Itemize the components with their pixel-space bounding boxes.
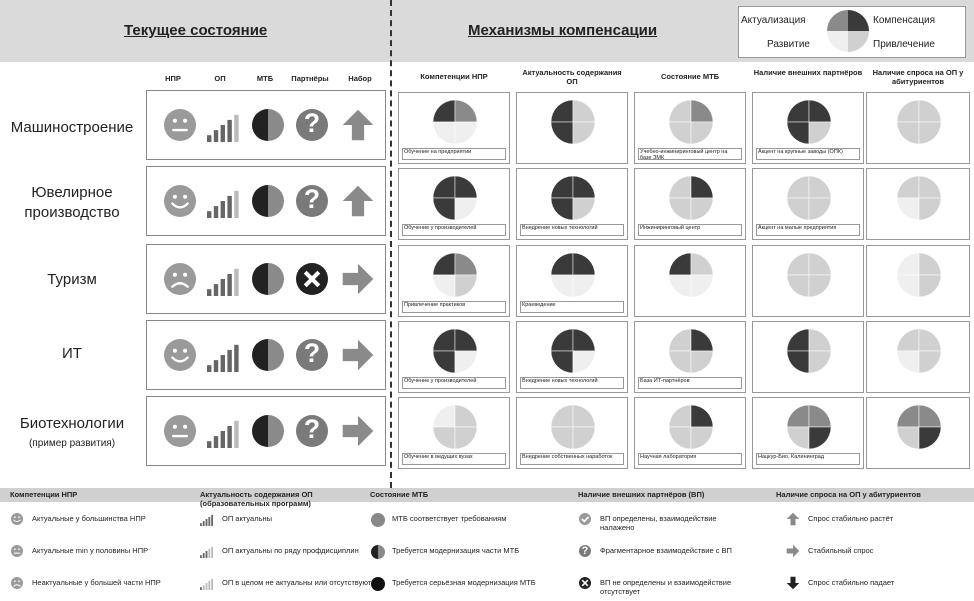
cross-icon [578,576,592,590]
mechanism-cell [516,321,628,393]
svg-text:?: ? [303,414,321,445]
cell-caption: Обучение в ведущих вузах [402,453,506,465]
mechanism-cell [398,92,510,164]
legend-demand-title: Наличие спроса на ОП у абитуриентов [776,490,921,499]
mechanism-cell [634,321,746,393]
cell-caption: Инжиниринговый центр [638,224,742,236]
arrow-right-icon [341,414,375,448]
quadrant-pie-icon [432,328,478,374]
legend-demand-item: Стабильный спрос [808,546,874,555]
mechanism-cell [752,92,864,164]
quadrant-pie-icon [550,175,596,221]
legend-mtb-icon [370,544,386,560]
legend-demand-item: Спрос стабильно растёт [808,514,894,523]
mechanism-cell [398,245,510,317]
legend-attraction: Привлечение [873,39,935,50]
legend-compensation: Компенсация [873,15,936,26]
quadrant-pie-icon [786,175,832,221]
quadrant-pie-icon [668,328,714,374]
legend-npr-title: Компетенции НПР [10,490,78,499]
svg-text:?: ? [303,338,321,369]
legend-partners-title: Наличие внешних партнёров (ВП) [578,490,705,499]
op-bars-icon [207,262,241,296]
quadrant-pie-icon [786,328,832,374]
check-icon [578,512,592,526]
col-npr: НПР [165,74,181,83]
quadrant-pie-icon [668,404,714,450]
cell-caption: Акцент на малые предприятия [756,224,860,236]
question-icon [295,184,329,218]
row-label-biotech [2,414,142,454]
mechanisms-title: Механизмы компенсации [468,22,658,39]
mtb-half-circle-icon [251,262,285,296]
legend-op-item: ОП актуальны по ряду профдисциплин [222,546,359,555]
col-op: ОП [214,74,226,83]
mechanism-cell [398,397,510,469]
legend-mtb-icon [370,512,386,528]
current-state-row [146,90,386,160]
row-label-machinery: Машиностроение [10,119,134,136]
arrow-right-icon [341,338,375,372]
mechanism-cell [516,397,628,469]
legend-development: Развитие [767,39,810,50]
mechanism-cell [866,397,970,469]
row-label-jewelry: Ювелирное производство [24,184,120,221]
quadrant-pie-icon [896,404,942,450]
legend-mtb-icon [370,576,386,592]
legend-mtb-item: МТБ соответствует требованиям [392,514,507,523]
op-bars-icon [207,184,241,218]
quadrant-pie-icon [432,404,478,450]
quadrant-pie-icon [550,252,596,298]
mtb-half-circle-icon [251,338,285,372]
mechanism-cell [634,397,746,469]
quadrant-pie-icon [786,99,832,145]
mechanism-cell [634,245,746,317]
current-state-row [146,396,386,466]
mechanism-cell [398,168,510,240]
quadrant-pie-icon [432,175,478,221]
mechanism-cell [752,397,864,469]
mechanism-cell [516,92,628,164]
question-icon [578,544,592,558]
legend-bars-icon [200,544,214,558]
npr-face-icon [163,338,197,372]
row-label-it: ИТ [62,345,82,362]
question-icon [295,108,329,142]
section-divider [390,0,392,488]
arrow-down-icon [786,576,800,590]
legend-mtb-item: Требуется модернизация части МТБ [392,546,520,555]
quadrant-pie-icon [786,252,832,298]
cell-caption: База ИТ-партнёров [638,377,742,389]
quadrant-legend-icon [827,10,869,52]
legend-bars-icon [200,576,214,590]
npr-face-icon [163,108,197,142]
quadrant-pie-icon [896,175,942,221]
op-bars-icon [207,414,241,448]
arrow-up-icon [786,512,800,526]
cell-caption: Обучение у производителей [402,224,506,236]
mech-col-npr: Компетенции НПР [420,72,488,81]
legend-partners-item: Фрагментарное взаимодействие с ВП [600,546,732,555]
arrow-right-icon [341,262,375,296]
row-label-biotech-main: Биотехнологии [19,415,125,432]
mechanism-cell [866,321,970,393]
mech-col-mtb: Состояние МТБ [660,72,720,81]
legend-bars-icon [200,512,214,526]
arrow-up-icon [341,108,375,142]
legend-partners-item: ВП определены, взаимодействие налажено [600,514,717,532]
npr-face-icon [163,262,197,296]
quadrant-legend [738,6,966,58]
quadrant-pie-icon [668,175,714,221]
legend-face-icon [10,544,24,558]
quadrant-pie-icon [896,99,942,145]
current-state-title: Текущее состояние [124,22,268,39]
arrow-right-icon [786,544,800,558]
cell-caption: Внедрение новых технологий [520,377,624,389]
current-state-row [146,166,386,236]
npr-face-icon [163,414,197,448]
quadrant-pie-icon [668,252,714,298]
svg-text:?: ? [303,108,321,139]
col-recruitment: Набор [348,74,372,83]
mechanism-cell [866,92,970,164]
cell-caption: Акцент на крупные заводы (ОПК) [756,148,860,160]
mtb-half-circle-icon [251,108,285,142]
svg-text:?: ? [303,184,321,215]
legend-npr-item: Актуальные min у половины НПР [32,546,149,555]
cell-caption: Внедрение собственных наработок [520,453,624,465]
mechanism-cell [398,321,510,393]
legend-actualization: Актуализация [741,15,806,26]
col-partners: Партнёры [291,74,329,83]
legend-mtb-item: Требуется серьёзная модернизация МТБ [392,578,536,587]
mechanism-cell [634,92,746,164]
quadrant-pie-icon [550,99,596,145]
cell-caption: Внедрение новых технологий [520,224,624,236]
mech-col-demand: Наличие спроса на ОП у абитуриентов [872,68,964,86]
legend-op-item: ОП в целом не актуальны или отсутствуют [222,578,372,587]
legend-partners-item: ВП не определены и взаимодействие отсутствует [600,578,732,596]
mech-col-op: Актуальность содержания ОП [522,68,622,86]
quadrant-pie-icon [786,404,832,450]
mechanism-cell [866,168,970,240]
arrow-up-icon [341,184,375,218]
col-mtb: МТБ [256,74,274,83]
cell-caption: Обучение на предприятии [402,148,506,160]
quadrant-pie-icon [896,328,942,374]
legend-op-title: Актуальность содержания ОП (образовательных программ) [200,490,313,508]
row-label-tourism: Туризм [47,271,97,288]
cell-caption: Учебно-инжиниринговый центр на базе ЗМК [638,148,742,160]
cell-caption: Нацкур-Био, Калининград [756,453,860,465]
mtb-half-circle-icon [251,184,285,218]
quadrant-pie-icon [550,404,596,450]
cell-caption: Краеведение [520,301,624,313]
quadrant-pie-icon [432,252,478,298]
question-icon [295,338,329,372]
quadrant-pie-icon [896,252,942,298]
current-state-row [146,244,386,314]
mechanism-cell [752,245,864,317]
legend-demand-item: Спрос стабильно падает [808,578,895,587]
mechanism-cell [752,321,864,393]
question-icon [295,414,329,448]
quadrant-pie-icon [550,328,596,374]
op-bars-icon [207,338,241,372]
op-bars-icon [207,108,241,142]
cell-caption: Привлечение практиков [402,301,506,313]
legend-face-icon [10,512,24,526]
mechanism-cell [516,245,628,317]
row-label-biotech-sub: (пример развития) [28,438,116,449]
quadrant-pie-icon [668,99,714,145]
mechanism-cell [634,168,746,240]
quadrant-pie-icon [432,99,478,145]
legend-npr-item: Актуальные у большинства НПР [32,514,146,523]
svg-text:?: ? [581,544,589,557]
legend-face-icon [10,576,24,590]
mechanism-cell [752,168,864,240]
mech-col-partners: Наличие внешних партнёров [753,68,863,77]
legend-mtb-title: Состояние МТБ [370,490,429,499]
legend-op-item: ОП актуальны [222,514,273,523]
npr-face-icon [163,184,197,218]
cell-caption: Научная лаборатория [638,453,742,465]
mechanism-cell [516,168,628,240]
cell-caption: Обучение у производителей [402,377,506,389]
mechanism-cell [866,245,970,317]
mtb-half-circle-icon [251,414,285,448]
current-state-row [146,320,386,390]
cross-icon [295,262,329,296]
legend-npr-item: Неактуальные у большей части НПР [32,578,161,587]
